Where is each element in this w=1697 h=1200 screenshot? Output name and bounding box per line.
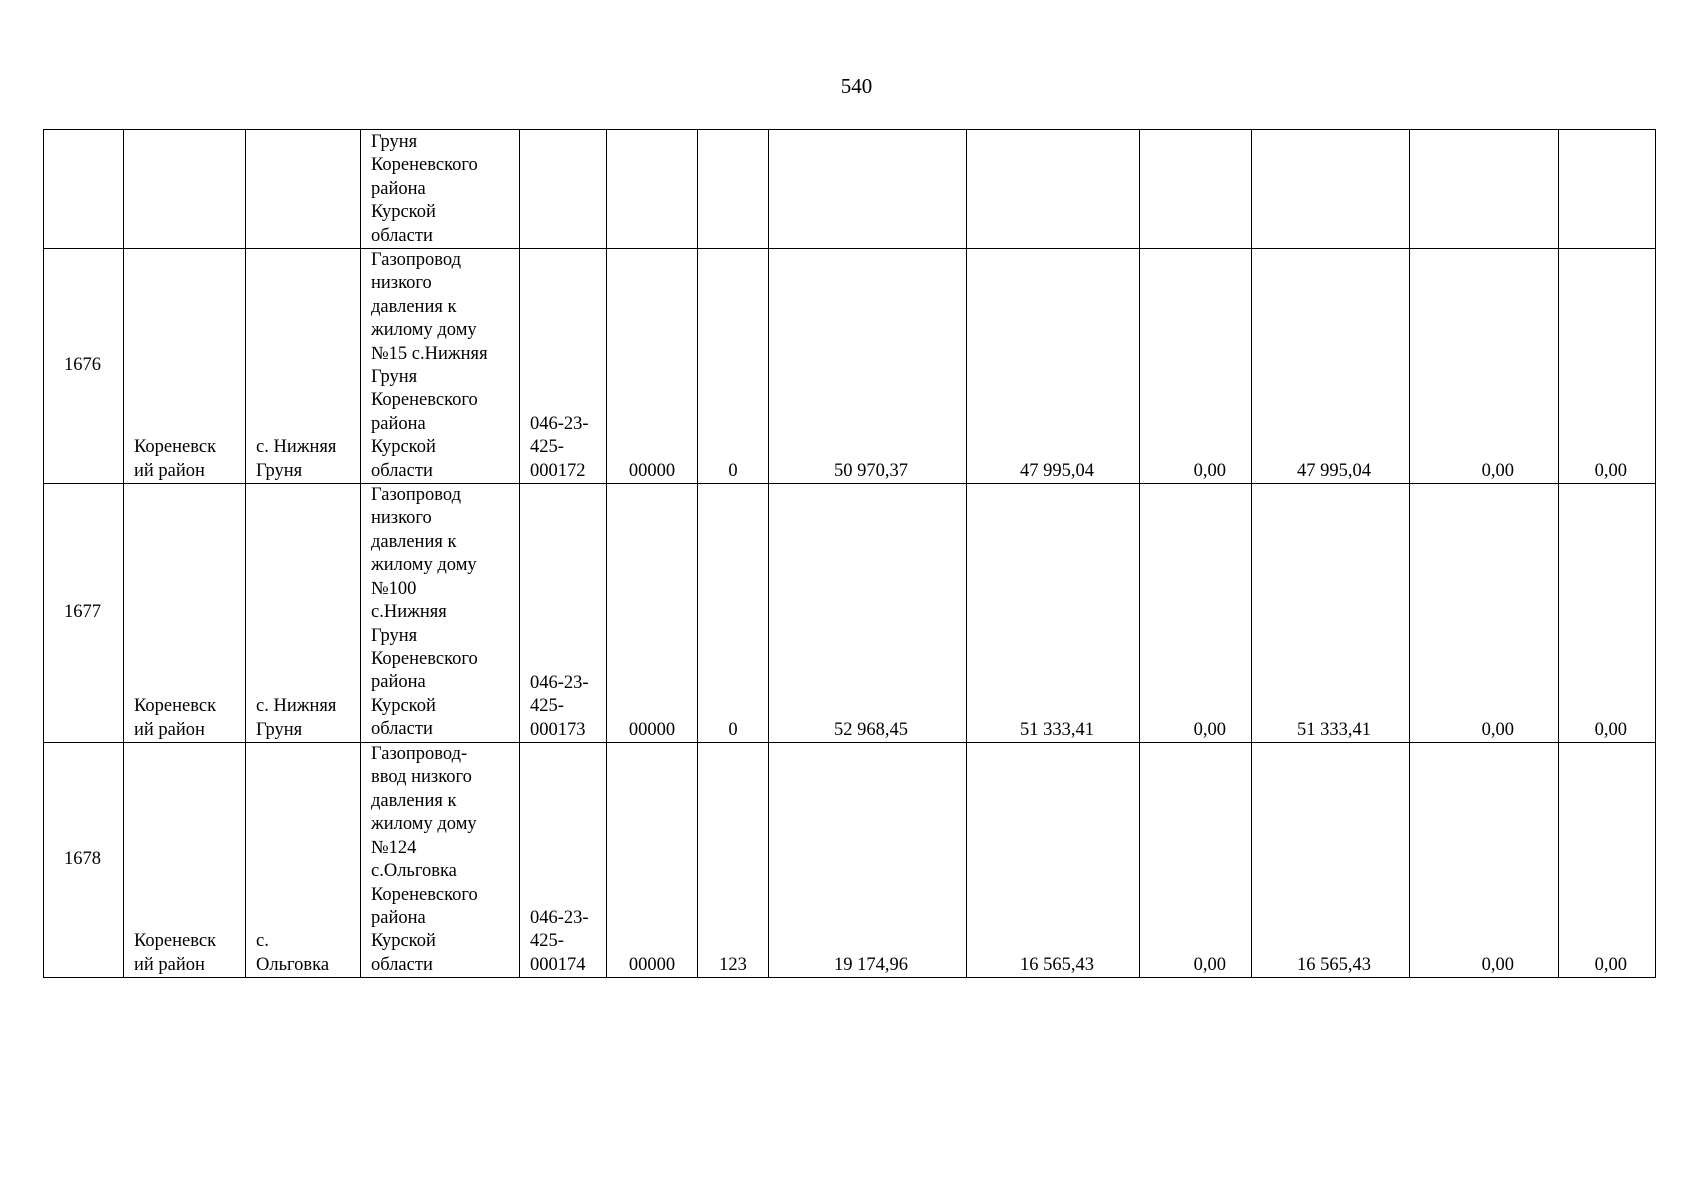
cell-value1: 52 968,45 [769, 484, 967, 743]
cell-description: Груня Кореневского района Курской области [361, 130, 520, 249]
cell-value1: 50 970,37 [769, 249, 967, 484]
cell-value5: 0,00 [1410, 249, 1559, 484]
cell-description: Газопровод- ввод низкого давления к жилому дому №124 с.Ольговка Кореневского района Курской области [361, 743, 520, 978]
cell-locality [246, 130, 361, 249]
cell-district: Кореневск ий район [124, 743, 246, 978]
cell-reg-number: 046-23- 425- 000174 [520, 743, 607, 978]
cell-district [124, 130, 246, 249]
cell-value3: 0,00 [1140, 249, 1252, 484]
cell-locality: с. Ольговка [246, 743, 361, 978]
page-number: 540 [840, 74, 873, 98]
cell-value6: 0,00 [1559, 743, 1656, 978]
cell-value4: 47 995,04 [1252, 249, 1410, 484]
cell-value6: 0,00 [1559, 249, 1656, 484]
cell-qty: 123 [698, 743, 769, 978]
cell-no: 1676 [44, 249, 124, 484]
cell-district: Кореневск ий район [124, 249, 246, 484]
cell-value3: 0,00 [1140, 484, 1252, 743]
cell-value4 [1252, 130, 1410, 249]
cell-value5: 0,00 [1410, 484, 1559, 743]
cell-no [44, 130, 124, 249]
cell-value4: 16 565,43 [1252, 743, 1410, 978]
cell-value6 [1559, 130, 1656, 249]
cell-value2: 51 333,41 [967, 484, 1140, 743]
cell-value2: 47 995,04 [967, 249, 1140, 484]
cell-description: Газопровод низкого давления к жилому дому №15 с.Нижняя Груня Кореневского района Курской области [361, 249, 520, 484]
cell-description: Газопровод низкого давления к жилому дому №100 с.Нижняя Груня Кореневского района Курской области [361, 484, 520, 743]
table-row [44, 743, 1656, 978]
cell-value1 [769, 130, 967, 249]
cell-value5: 0,00 [1410, 743, 1559, 978]
cell-qty: 0 [698, 249, 769, 484]
cell-reg-number [520, 130, 607, 249]
cell-value2 [967, 130, 1140, 249]
cell-no: 1678 [44, 743, 124, 978]
table-row-continuation [44, 130, 1656, 249]
cell-no: 1677 [44, 484, 124, 743]
cell-value3 [1140, 130, 1252, 249]
cell-locality: с. Нижняя Груня [246, 249, 361, 484]
cell-qty: 0 [698, 484, 769, 743]
cell-reg-number: 046-23- 425- 000173 [520, 484, 607, 743]
cell-district: Кореневск ий район [124, 484, 246, 743]
cell-value1: 19 174,96 [769, 743, 967, 978]
cell-value5 [1410, 130, 1559, 249]
cell-qty [698, 130, 769, 249]
cell-code: 00000 [607, 484, 698, 743]
cell-value6: 0,00 [1559, 484, 1656, 743]
cell-code [607, 130, 698, 249]
table-row [44, 249, 1656, 484]
cell-code: 00000 [607, 249, 698, 484]
registry-table [43, 129, 1656, 978]
cell-locality: с. Нижняя Груня [246, 484, 361, 743]
cell-value4: 51 333,41 [1252, 484, 1410, 743]
cell-code: 00000 [607, 743, 698, 978]
cell-value3: 0,00 [1140, 743, 1252, 978]
cell-value2: 16 565,43 [967, 743, 1140, 978]
cell-reg-number: 046-23- 425- 000172 [520, 249, 607, 484]
table-row [44, 484, 1656, 743]
